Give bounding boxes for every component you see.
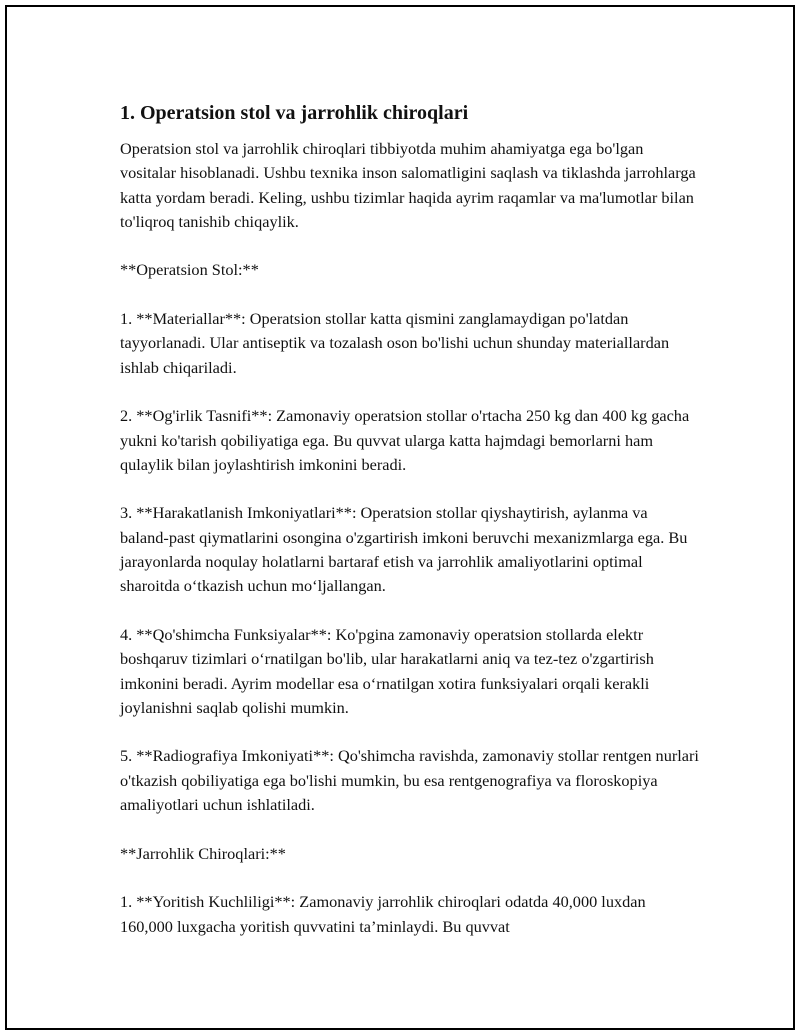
page-frame [5,5,795,1030]
document-body [120,99,700,939]
list-item-ogirlik-tasnifi: 2. **Og'irlik Tasnifi**: Zamonaviy operatsion stollar o'rtacha 250 kg dan 400 kg gacha yukni ko'tarish qobiliyatiga ega. Bu quvvat ularga katta hajmdagi bemorlarni ham qulaylik bilan joylashtirish imkonini beradi. [120,406,690,474]
list-item-materiallar: 1. **Materiallar**: Operatsion stollar katta qismini zanglamaydigan po'latdan tayyorlanadi. Ular antiseptik va tozalash oson bo'lishi uchun shunday materiallardan ishlab chiqariladi. [120,309,670,377]
document-title: 1. Operatsion stol va jarrohlik chiroqlari [120,102,469,124]
intro-paragraph: Operatsion stol va jarrohlik chiroqlari tibbiyotda muhim ahamiyatga ega bo'lgan vositalar hisoblanadi. Ushbu texnika inson salomatligini saqlash va tiklashda jarrohlarga katta yordam beradi. Keling, ushbu tizimlar haqida ayrim raqamlar va ma'lumotlar bilan to'liqroq tanishib chiqaylik. [120,139,696,231]
list-item-qoshimcha-funksiyalar: 4. **Qo'shimcha Funksiyalar**: Ko'pgina zamonaviy operatsion stollarda elektr boshqaruv tizimlari oʻrnatilgan bo'lib, ular harakatlarni aniq va tez-tez o'zgartirish imkonini beradi. Ayrim modellar esa oʻrnatilgan xotira funksiyalari orqali kerakli joylanishni saqlab qolishi mumkin. [120,624,654,717]
list-item-harakatlanish-imkoniyatlari: 3. **Harakatlanish Imkoniyatlari**: Operatsion stollar qiyshaytirish, aylanma va baland-past qiymatlarini osongina o'zgartirish imkoni beruvchi mexanizmlarga ega. Bu jarayonlarda noqulay holatlarni bartaraf etish va jarrohlik amaliyotlarini optimal sharoitda oʻtkazish uchun moʻljallangan. [120,503,688,596]
section-heading-operatsion-stol: **Operatsion Stol:** [120,260,259,280]
list-item-radiografiya-imkoniyati: 5. **Radiografiya Imkoniyati**: Qo'shimcha ravishda, zamonaviy stollar rentgen nurlari o'tkazish qobiliyatiga ega bo'lishi mumkin, bu esa rentgenografiya va floroskopiya amaliyotlari uchun ishlatiladi. [120,746,699,815]
section-heading-jarrohlik-chiroqlari: **Jarrohlik Chiroqlari:** [120,843,286,863]
list-item-yoritish-kuchliligi: 1. **Yoritish Kuchliligi**: Zamonaviy jarrohlik chiroqlari odatda 40,000 luxdan 160,000 luxgacha yoritish quvvatini taʼminlaydi. Bu quvvat [120,892,646,936]
